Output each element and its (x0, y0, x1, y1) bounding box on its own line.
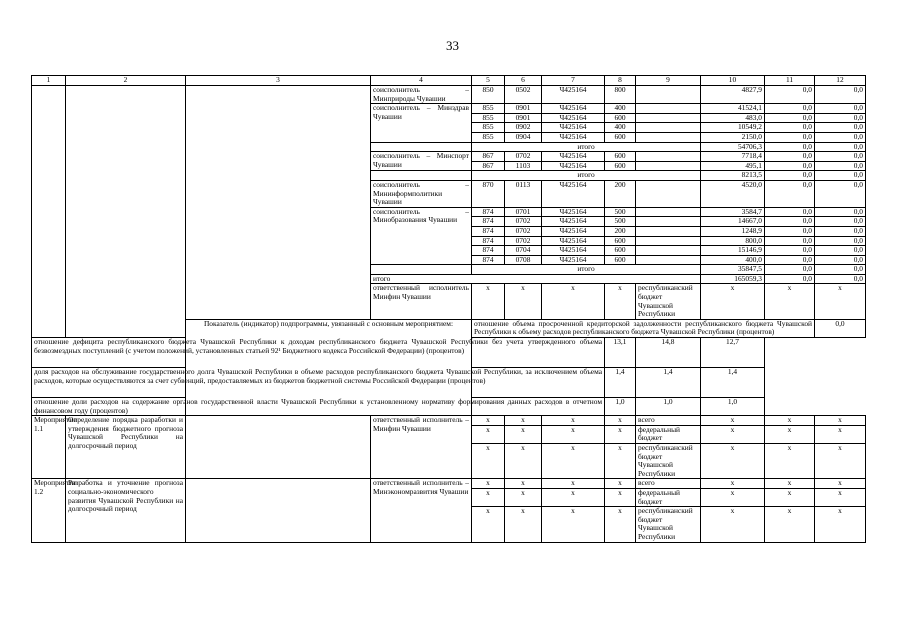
table-cell: 400 (605, 104, 636, 114)
measure-row (32, 479, 866, 489)
blank-cell (636, 123, 701, 133)
x-mark: x (542, 488, 605, 506)
table-cell: 0,0 (765, 246, 815, 256)
indicator-text: отношение доли расходов на содержание органов государственной власти Чувашской Республики к установленному нормативу формирования данных расходов в отчетном финансовом году (процентов) (32, 398, 605, 416)
indicator-text: отношение дефицита республиканского бюджета Чувашской Республики к доходам республиканского бюджета Чувашской Республики без учета утвержденного объема безвозмездных поступлений (с учетом положений, установленных статьей 92¹ Бюджетного кодекса Российской Федерации) (процентов) (32, 338, 605, 368)
table-cell: 3584,7 (701, 207, 765, 217)
table-cell: 850 (472, 86, 505, 104)
x-mark: x (542, 416, 605, 426)
blank-cell (32, 86, 66, 338)
indicator-value: 0,0 (815, 319, 866, 337)
blank-cell (636, 86, 701, 104)
column-header: 9 (636, 76, 701, 86)
measure-title: Разработка и уточнение прогноза социально-экономического развития Чувашской Республики на долгосрочный период (66, 479, 186, 542)
x-mark: x (505, 479, 542, 489)
table-cell: 0701 (505, 207, 542, 217)
table-cell: Ч425164 (542, 104, 605, 114)
table-cell: 1248,9 (701, 226, 765, 236)
table-cell: 0,0 (765, 207, 815, 217)
table-cell: 15146,9 (701, 246, 765, 256)
table-cell: Ч425164 (542, 123, 605, 133)
column-header: 12 (815, 76, 866, 86)
x-mark: x (701, 507, 765, 542)
measure-number: Мероприятие 1.2 (32, 479, 66, 542)
x-mark: x (472, 488, 505, 506)
table-cell: 874 (472, 246, 505, 256)
table-cell: 0,0 (815, 86, 866, 104)
table-cell: 483,0 (701, 113, 765, 123)
x-mark: x (472, 444, 505, 479)
x-mark: x (701, 488, 765, 506)
budget-source: федеральный бюджет (636, 488, 701, 506)
x-mark: x (765, 507, 815, 542)
table-cell: Ч425164 (542, 226, 605, 236)
table-cell: Ч425164 (542, 113, 605, 123)
responsible-executor: ответственный исполнитель Минфин Чувашии (371, 284, 472, 319)
table-cell: 400,0 (701, 255, 765, 265)
x-mark: x (542, 507, 605, 542)
budget-source: федеральный бюджет (636, 425, 701, 443)
table-cell: 0,0 (765, 171, 815, 181)
subtotal-label: итого (472, 171, 701, 181)
table-cell: 0,0 (765, 265, 815, 275)
x-mark: x (505, 507, 542, 542)
table-cell: 874 (472, 255, 505, 265)
budget-source: республиканский бюджет Чувашской Республики (636, 284, 701, 319)
header-row (32, 76, 866, 86)
x-mark: x (605, 416, 636, 426)
x-mark: x (815, 507, 866, 542)
x-mark: x (815, 284, 866, 319)
blank-cell (636, 152, 701, 162)
table-cell: Ч425164 (542, 161, 605, 171)
table-cell: 0,0 (765, 180, 815, 207)
table-cell: 200 (605, 226, 636, 236)
table-cell: 0901 (505, 113, 542, 123)
indicator-row (32, 338, 866, 368)
table-cell: 0,0 (815, 236, 866, 246)
indicator-value: 1,4 (701, 368, 765, 398)
table-cell: 54706,3 (701, 142, 765, 152)
table-cell: 0,0 (815, 246, 866, 256)
blank-cell (636, 207, 701, 217)
measure-row (32, 416, 866, 426)
table-cell: 0,0 (815, 255, 866, 265)
x-mark: x (605, 425, 636, 443)
table-cell: 2150,0 (701, 132, 765, 142)
table-cell: 0,0 (815, 180, 866, 207)
table-cell: 500 (605, 207, 636, 217)
x-mark: x (472, 507, 505, 542)
budget-source: всего (636, 416, 701, 426)
table-cell: 0901 (505, 104, 542, 114)
coexecutor-name: соисполнитель – Минобразования Чувашии (371, 207, 472, 265)
table-cell: 800 (605, 86, 636, 104)
table-cell: 165059,3 (701, 274, 765, 284)
column-header: 1 (32, 76, 66, 86)
table-cell: 855 (472, 113, 505, 123)
table-cell: 0708 (505, 255, 542, 265)
blank-cell (636, 246, 701, 256)
table-cell: 600 (605, 246, 636, 256)
blank-cell (636, 104, 701, 114)
table-cell: 0,0 (765, 113, 815, 123)
coexecutor-name: соисполнитель – Минспорт Чувашии (371, 152, 472, 171)
table-cell: 600 (605, 236, 636, 246)
blank-cell (636, 132, 701, 142)
blank-cell (66, 86, 186, 338)
table-cell: 500 (605, 217, 636, 227)
x-mark: x (815, 488, 866, 506)
table-cell: 0,0 (765, 152, 815, 162)
table-cell: 0702 (505, 236, 542, 246)
table-cell: Ч425164 (542, 246, 605, 256)
table-cell: 0,0 (765, 217, 815, 227)
x-mark: x (815, 479, 866, 489)
page-number: 33 (446, 38, 459, 53)
table-cell: 0,0 (765, 274, 815, 284)
table-cell: 0113 (505, 180, 542, 207)
table-cell: 0,0 (815, 104, 866, 114)
indicator-value: 12,7 (701, 338, 765, 368)
indicator-row (32, 368, 866, 398)
table-cell: 600 (605, 132, 636, 142)
table-cell: 0902 (505, 123, 542, 133)
table-cell: 600 (605, 152, 636, 162)
table-cell: 867 (472, 152, 505, 162)
table-cell: 0,0 (815, 123, 866, 133)
table-cell: 867 (472, 161, 505, 171)
coexecutor-name: соисполнитель – Мининформполитики Чувашии (371, 180, 472, 207)
table-cell: 4520,0 (701, 180, 765, 207)
table-cell: 874 (472, 226, 505, 236)
x-mark: x (605, 507, 636, 542)
table-row (32, 86, 866, 104)
table-cell: 8213,5 (701, 171, 765, 181)
table-cell: 870 (472, 180, 505, 207)
responsible-executor: ответственный исполнитель – Минэкономразвития Чувашии (371, 479, 472, 542)
table-cell: Ч425164 (542, 180, 605, 207)
x-mark: x (542, 444, 605, 479)
blank-cell (636, 161, 701, 171)
table-cell: 0,0 (815, 207, 866, 217)
table-cell: 855 (472, 104, 505, 114)
table-cell: 0,0 (815, 132, 866, 142)
x-mark: x (605, 488, 636, 506)
grand-total-label: итого (371, 274, 701, 284)
table-cell: 0,0 (815, 274, 866, 284)
x-mark: x (505, 425, 542, 443)
x-mark: x (542, 284, 605, 319)
blank-cell (636, 255, 701, 265)
x-mark: x (815, 416, 866, 426)
table-cell: Ч425164 (542, 207, 605, 217)
table-cell: 600 (605, 255, 636, 265)
table-cell: 0702 (505, 217, 542, 227)
x-mark: x (815, 444, 866, 479)
blank-cell (186, 416, 371, 479)
table-cell: 0,0 (765, 236, 815, 246)
measure-number: Мероприятие 1.1 (32, 416, 66, 479)
table-cell: 0,0 (765, 86, 815, 104)
x-mark: x (472, 416, 505, 426)
blank-cell (636, 113, 701, 123)
x-mark: x (701, 444, 765, 479)
subtotal-label: итого (472, 265, 701, 275)
blank-cell (186, 479, 371, 542)
indicator-value: 1,0 (701, 398, 765, 416)
x-mark: x (765, 284, 815, 319)
table-cell: 0,0 (765, 132, 815, 142)
table-cell: 0702 (505, 152, 542, 162)
column-header: 10 (701, 76, 765, 86)
table-cell: 1103 (505, 161, 542, 171)
table-cell: 600 (605, 113, 636, 123)
table-cell: 874 (472, 207, 505, 217)
coexecutor-name: соисполнитель – Минприроды Чувашии (371, 86, 472, 104)
table-cell: 874 (472, 236, 505, 246)
table-cell: Ч425164 (542, 132, 605, 142)
indicator-value: 14,8 (636, 338, 701, 368)
table-cell: 0,0 (815, 217, 866, 227)
blank-cell (636, 236, 701, 246)
table-cell: 0,0 (815, 226, 866, 236)
table-cell: 855 (472, 132, 505, 142)
table-cell: Ч425164 (542, 152, 605, 162)
blank-cell (186, 86, 371, 320)
table-cell: 0,0 (765, 161, 815, 171)
x-mark: x (765, 425, 815, 443)
measure-title: Определение порядка разработки и утверждения бюджетного прогноза Чувашской Республики на долгосрочный период (66, 416, 186, 479)
indicator-value: 1,0 (636, 398, 701, 416)
indicator-value: 1,0 (605, 398, 636, 416)
table-cell: 800,0 (701, 236, 765, 246)
blank-cell (371, 171, 472, 181)
table-cell: 0,0 (765, 226, 815, 236)
column-header: 7 (542, 76, 605, 86)
table-cell: Ч425164 (542, 236, 605, 246)
table-cell: 0,0 (815, 265, 866, 275)
table-cell: 495,1 (701, 161, 765, 171)
x-mark: x (765, 479, 815, 489)
table-cell: 14667,0 (701, 217, 765, 227)
table-cell: 0,0 (765, 255, 815, 265)
indicator-text: отношение объема просроченной кредиторской задолженности республиканского бюджета Чувашской Республики к объему расходов республиканского бюджета Чувашской Республики (процентов) (472, 319, 815, 337)
responsible-executor: ответственный исполнитель – Минфин Чувашии (371, 416, 472, 479)
table-cell: 200 (605, 180, 636, 207)
indicator-value: 1,4 (605, 368, 636, 398)
table-cell: 10549,2 (701, 123, 765, 133)
x-mark: x (701, 284, 765, 319)
x-mark: x (701, 479, 765, 489)
x-mark: x (765, 444, 815, 479)
table-cell: 0,0 (765, 142, 815, 152)
table-cell: 0,0 (815, 142, 866, 152)
budget-source: всего (636, 479, 701, 489)
indicator-label: Показатель (индикатор) подпрограммы, увязанный с основным мероприятием: (186, 319, 472, 415)
table-cell: 7718,4 (701, 152, 765, 162)
table-cell: 0904 (505, 132, 542, 142)
blank-cell (636, 217, 701, 227)
column-header: 6 (505, 76, 542, 86)
table-cell: 0,0 (815, 152, 866, 162)
x-mark: x (605, 444, 636, 479)
column-header: 11 (765, 76, 815, 86)
table-cell: 0702 (505, 226, 542, 236)
indicator-text: доля расходов на обслуживание государственного долга Чувашской Республики в объеме расходов республиканского бюджета Чувашской Республики, за исключением объема расходов, которые осуществляются за счет субвенций, предоставляемых из бюджетов бюджетной системы Российской Федерации (процентов) (32, 368, 605, 398)
x-mark: x (505, 284, 542, 319)
x-mark: x (505, 488, 542, 506)
table-cell: 855 (472, 123, 505, 133)
table-cell: 41524,1 (701, 104, 765, 114)
table-cell: 0,0 (815, 161, 866, 171)
x-mark: x (542, 425, 605, 443)
budget-source: республиканский бюджет Чувашской Республики (636, 507, 701, 542)
x-mark: x (701, 425, 765, 443)
x-mark: x (815, 425, 866, 443)
x-mark: x (472, 284, 505, 319)
table-cell: Ч425164 (542, 255, 605, 265)
indicator-value: 13,1 (605, 338, 636, 368)
x-mark: x (472, 425, 505, 443)
x-mark: x (765, 416, 815, 426)
x-mark: x (605, 479, 636, 489)
x-mark: x (605, 284, 636, 319)
column-header: 3 (186, 76, 371, 86)
blank-cell (636, 226, 701, 236)
subtotal-label: итого (472, 142, 701, 152)
budget-table (31, 75, 866, 543)
x-mark: x (701, 416, 765, 426)
x-mark: x (542, 479, 605, 489)
column-header: 4 (371, 76, 472, 86)
x-mark: x (765, 488, 815, 506)
blank-cell (371, 265, 472, 275)
table-cell: 0,0 (815, 171, 866, 181)
table-cell: 0,0 (765, 123, 815, 133)
x-mark: x (505, 444, 542, 479)
table-cell: Ч425164 (542, 217, 605, 227)
column-header: 5 (472, 76, 505, 86)
blank-cell (636, 180, 701, 207)
column-header: 8 (605, 76, 636, 86)
x-mark: x (505, 416, 542, 426)
table-cell: 600 (605, 161, 636, 171)
table-cell: 0,0 (815, 113, 866, 123)
budget-source: республиканский бюджет Чувашской Республики (636, 444, 701, 479)
table-cell: 0502 (505, 86, 542, 104)
table-cell: 35847,5 (701, 265, 765, 275)
indicator-row (32, 398, 866, 416)
column-header: 2 (66, 76, 186, 86)
indicator-value: 1,4 (636, 368, 701, 398)
table-cell: 0,0 (765, 104, 815, 114)
table-cell: Ч425164 (542, 86, 605, 104)
x-mark: x (472, 479, 505, 489)
table-cell: 400 (605, 123, 636, 133)
coexecutor-name: соисполнитель – Минздрав Чувашии (371, 104, 472, 142)
table-cell: 4827,9 (701, 86, 765, 104)
table-cell: 0704 (505, 246, 542, 256)
table-cell: 874 (472, 217, 505, 227)
